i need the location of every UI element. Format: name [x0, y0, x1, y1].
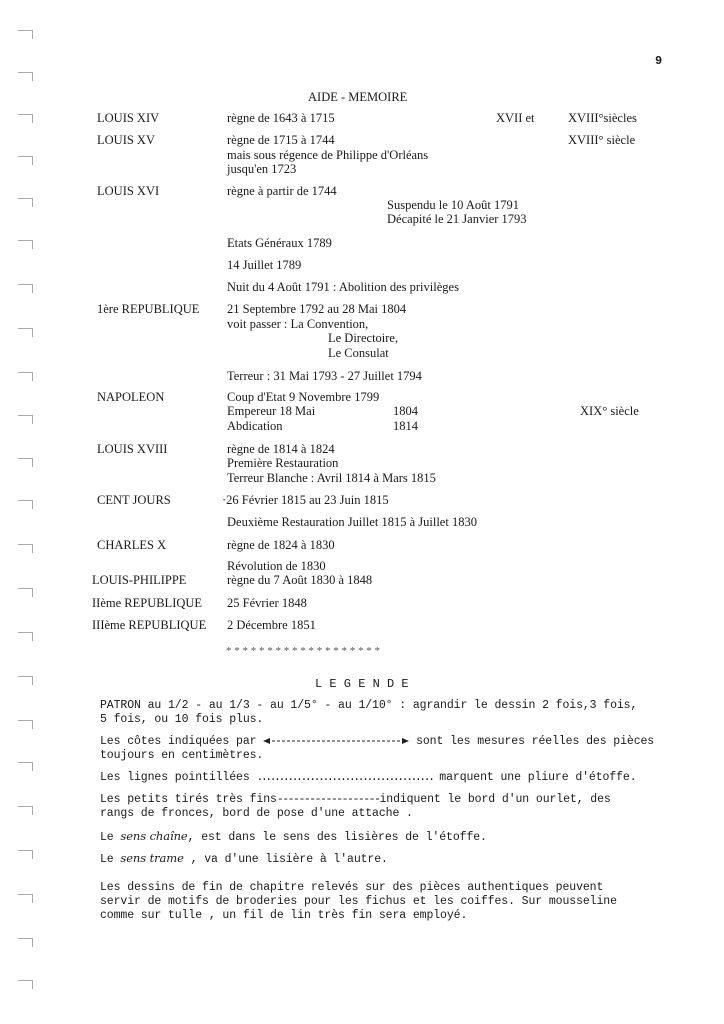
reign-note: Terreur Blanche : Avril 1814 à Mars 1815	[227, 471, 436, 485]
legend-text: , est dans le sens des lisières de l'étoffe.	[187, 831, 487, 844]
reign-note: Première Restauration	[227, 456, 339, 470]
binding-hole	[18, 114, 33, 123]
reign-note: Le Consulat	[328, 346, 389, 360]
reign-dates: règne à partir de 1744	[227, 184, 337, 198]
legend-trame	[100, 851, 388, 867]
legend-text: marquent une pliure d'étoffe.	[439, 771, 637, 784]
reign-dates: règne de 1643 à 1715	[227, 111, 335, 125]
binding-hole	[18, 980, 33, 989]
reign-dates: règne de 1824 à 1830	[227, 538, 335, 552]
reign-name: CHARLES X	[97, 538, 167, 552]
reign-dates: règne de 1715 à 1744	[227, 133, 335, 147]
dotted-line-sample: ........................................	[256, 771, 433, 784]
legend-dessins: comme sur tulle , un fil de lin très fin sera employé.	[100, 909, 468, 922]
reign-note: 1804	[393, 404, 418, 418]
legend-dessins: Les dessins de fin de chapitre relevés sur des pièces authentiques peuvent	[100, 881, 604, 894]
century-label: XVIII°siècles	[568, 111, 637, 125]
reign-name: LOUIS XVI	[97, 184, 160, 198]
binding-hole	[18, 240, 33, 249]
reign-note: voit passer : La Convention,	[227, 317, 369, 331]
binding-hole	[18, 156, 33, 165]
reign-note: Décapité le 21 Janvier 1793	[387, 212, 527, 226]
binding-hole	[18, 720, 33, 729]
binding-margin	[0, 0, 40, 1024]
legend-text: Les petits tirés très fins	[100, 793, 277, 806]
reign-name: NAPOLEON	[97, 390, 165, 404]
legend-chaine	[100, 829, 487, 845]
legend-text: Les lignes pointillées	[100, 771, 250, 784]
legend-cotes	[100, 735, 654, 749]
legend-text: Le	[100, 831, 114, 844]
legend-patron: 5 fois, ou 10 fois plus.	[100, 713, 264, 726]
reign-note: jusqu'en 1723	[227, 162, 297, 176]
reign-dates: 21 Septembre 1792 au 28 Mai 1804	[227, 302, 407, 316]
reign-name: LOUIS XVIII	[97, 442, 168, 456]
reign-name: LOUIS XV	[97, 133, 155, 147]
binding-hole	[18, 372, 33, 381]
binding-hole	[18, 632, 33, 641]
binding-hole	[18, 850, 33, 859]
page-number: 9	[655, 54, 663, 68]
reign-dates: règne du 7 Août 1830 à 1848	[227, 573, 373, 587]
reign-note: Le Directoire,	[328, 331, 399, 345]
legend-cotes: toujours en centimètres.	[100, 749, 264, 762]
reign-name: CENT JOURS	[97, 493, 171, 507]
legend-text: Les côtes indiquées par	[100, 735, 257, 748]
reign-name: LOUIS XIV	[97, 111, 160, 125]
reign-note: Abdication	[227, 419, 283, 433]
event-line: 14 Juillet 1789	[227, 258, 302, 272]
century-label: XVIII° siècle	[568, 133, 636, 147]
legend-text: indiquent le bord d'un ourlet, des	[379, 793, 611, 806]
reign-dates: règne de 1814 à 1824	[227, 442, 335, 456]
event-line: Deuxième Restauration Juillet 1815 à Juillet 1830	[227, 515, 477, 529]
binding-hole	[18, 762, 33, 771]
page-title: AIDE - MEMOIRE	[308, 90, 408, 104]
star-separator: * * * * * * * * * * * * * * * * * * *	[226, 645, 380, 657]
binding-hole	[18, 894, 33, 903]
century-label: XVII et	[496, 111, 535, 125]
binding-hole	[18, 72, 33, 81]
century-label: XIX° siècle	[580, 404, 639, 418]
reign-name: LOUIS-PHILIPPE	[92, 573, 187, 587]
legend-text: , va d'une lisière à l'autre.	[190, 853, 388, 866]
binding-hole	[18, 588, 33, 597]
reign-note: Suspendu le 10 Août 1791	[387, 198, 519, 212]
binding-hole	[18, 938, 33, 947]
legend-text: sont les mesures réelles des pièces	[416, 735, 655, 748]
legend-dessins: servir de motifs de broderies pour les fichus et les coiffes. Sur mousseline	[100, 895, 617, 908]
binding-hole	[18, 415, 33, 424]
event-line: Etats Généraux 1789	[227, 236, 332, 250]
legend-lignes	[100, 771, 637, 785]
legend-title: L E G E N D E	[315, 677, 409, 691]
double-arrow-icon	[263, 737, 409, 745]
reign-dates: 2 Décembre 1851	[227, 618, 316, 632]
binding-hole	[18, 676, 33, 685]
binding-hole	[18, 198, 33, 207]
dashed-line-sample: -------------------	[276, 793, 380, 806]
event-line: Nuit du 4 Août 1791 : Abolition des privilèges	[227, 280, 459, 294]
reign-note: 1814	[393, 419, 418, 433]
reign-name: IIème REPUBLIQUE	[92, 596, 203, 610]
reign-dates: 25 Février 1848	[227, 596, 307, 610]
reign-note: Empereur 18 Mai	[227, 404, 316, 418]
legend-tires: rangs de fronces, bord de pose d'une attache .	[100, 807, 413, 820]
event-line: Révolution de 1830	[227, 559, 326, 573]
binding-hole	[18, 30, 33, 39]
binding-hole	[18, 806, 33, 815]
legend-patron: PATRON au 1/2 - au 1/3 - au 1/5° - au 1/10° : agrandir le dessin 2 fois,3 fois,	[100, 699, 638, 712]
reign-dates: ·26 Février 1815 au 23 Juin 1815	[222, 493, 389, 507]
reign-dates: Coup d'Etat 9 Novembre 1799	[227, 390, 380, 404]
event-line: Terreur : 31 Mai 1793 - 27 Juillet 1794	[227, 369, 422, 383]
legend-tires	[100, 793, 611, 807]
reign-name: IIIème REPUBLIQUE	[92, 618, 207, 632]
binding-hole	[18, 458, 33, 467]
reign-name: 1ère REPUBLIQUE	[97, 302, 200, 316]
binding-hole	[18, 500, 33, 509]
reign-note: mais sous régence de Philippe d'Orléans	[227, 148, 429, 162]
legend-script: sens trame	[120, 851, 184, 865]
binding-hole	[18, 328, 33, 337]
binding-hole	[18, 284, 33, 293]
legend-text: Le	[100, 853, 114, 866]
binding-hole	[18, 544, 33, 553]
legend-script: sens chaîne	[120, 829, 188, 843]
